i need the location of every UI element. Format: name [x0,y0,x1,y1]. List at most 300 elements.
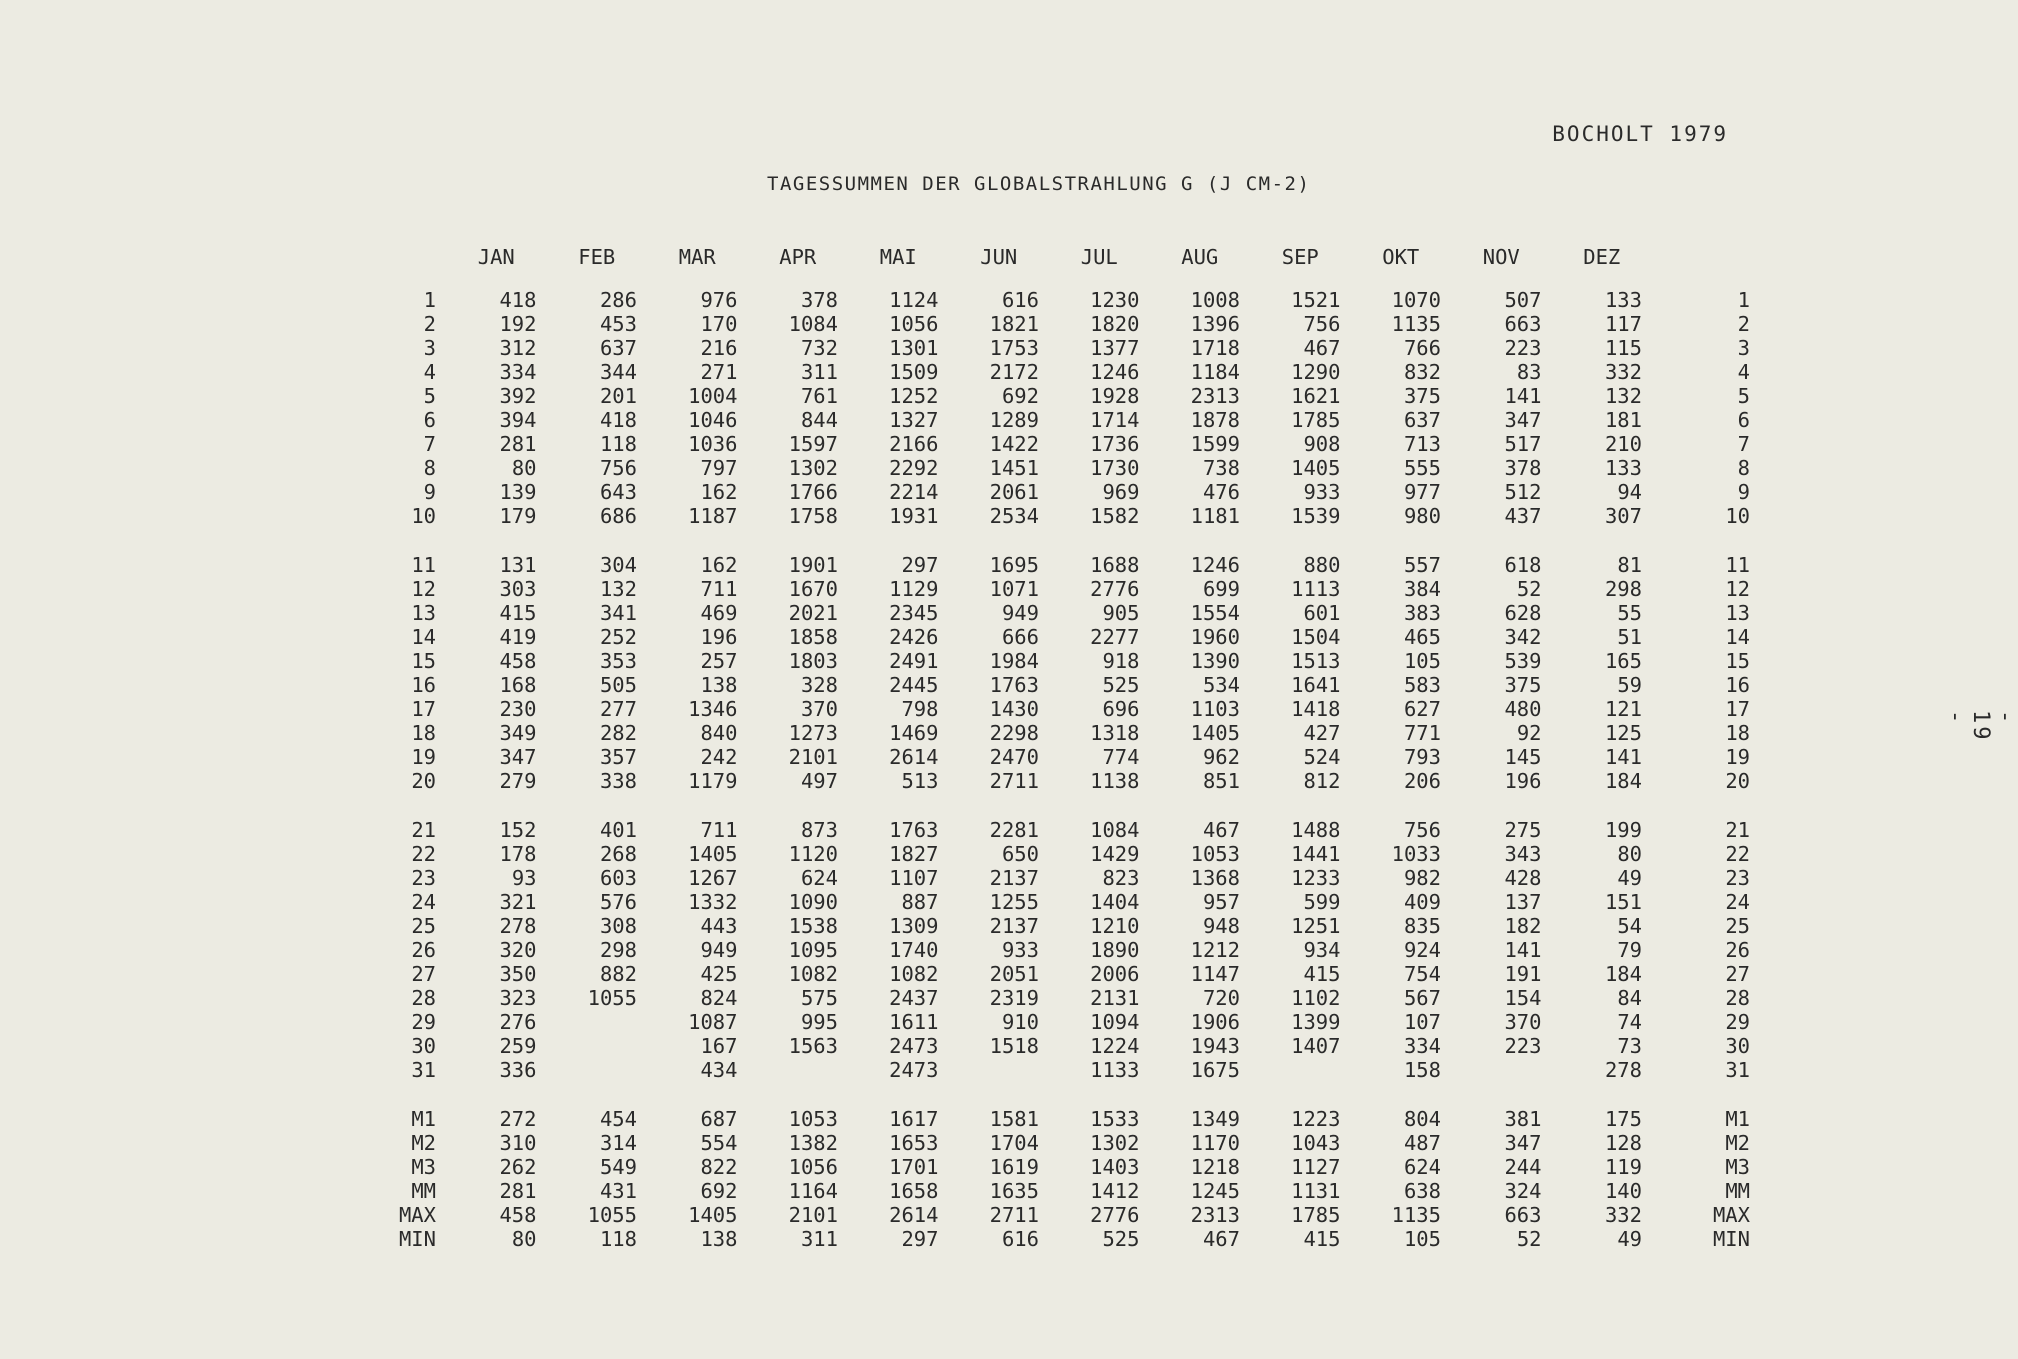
value-cell: 133 [1604,456,1642,480]
month-header-okt: OKT [1382,245,1420,269]
row-label-right: 17 [1725,697,1750,721]
value-cell: 1302 [1090,1131,1140,1155]
value-cell: 1223 [1291,1107,1341,1131]
value-cell: 1405 [1190,721,1240,745]
value-cell: 882 [599,962,637,986]
value-cell: 1635 [989,1179,1039,1203]
value-cell: 83 [1516,360,1542,384]
value-cell: 138 [700,673,738,697]
value-cell: 524 [1303,745,1341,769]
value-cell: 1890 [1090,938,1140,962]
value-cell: 1246 [1190,553,1240,577]
value-cell: 1488 [1291,818,1341,842]
value-cell: 1581 [989,1107,1039,1131]
value-cell: 1246 [1090,360,1140,384]
value-cell: 192 [499,312,537,336]
value-cell: 599 [1303,890,1341,914]
day-row [378,384,1750,408]
value-cell: 2473 [889,1058,939,1082]
value-cell: 1521 [1291,288,1341,312]
row-label-right: 6 [1737,408,1750,432]
month-header-nov: NOV [1482,245,1520,269]
value-cell: 1513 [1291,649,1341,673]
row-label: 10 [411,504,436,528]
value-cell: 158 [1403,1058,1441,1082]
value-cell: 2061 [989,480,1039,504]
value-cell: 1124 [889,288,939,312]
day-row [378,601,1750,625]
value-cell: 418 [499,288,537,312]
value-cell: 949 [1001,601,1039,625]
day-row [378,432,1750,456]
month-header-mai: MAI [879,245,917,269]
row-label: MAX [398,1203,436,1227]
row-label-right: 2 [1737,312,1750,336]
value-cell: 443 [700,914,738,938]
value-cell: 692 [700,1179,738,1203]
row-label-right: 19 [1725,745,1750,769]
day-row [378,336,1750,360]
row-label: 12 [411,577,436,601]
row-label-right: 10 [1725,504,1750,528]
value-cell: 517 [1504,432,1542,456]
day-row [378,673,1750,697]
value-cell: 948 [1202,914,1240,938]
value-cell: 181 [1604,408,1642,432]
value-cell: 132 [1604,384,1642,408]
value-cell: 216 [700,336,738,360]
value-cell: 118 [599,432,637,456]
day-row [378,480,1750,504]
value-cell: 1004 [688,384,738,408]
value-cell: 298 [1604,577,1642,601]
day-row [378,962,1750,986]
value-cell: 887 [901,890,939,914]
month-header-dez: DEZ [1583,245,1621,269]
value-cell: 1184 [1190,360,1240,384]
value-cell: 257 [700,649,738,673]
value-cell: 1179 [688,769,738,793]
day-row [378,866,1750,890]
value-cell: 1164 [788,1179,838,1203]
value-cell: 141 [1604,745,1642,769]
value-cell: 206 [1403,769,1441,793]
summary-row [378,1203,1750,1227]
value-cell: 720 [1202,986,1240,1010]
value-cell: 2776 [1090,1203,1140,1227]
value-cell: 603 [599,866,637,890]
value-cell: 324 [1504,1179,1542,1203]
value-cell: 1084 [788,312,838,336]
summary-row [378,1155,1750,1179]
value-cell: 2292 [889,456,939,480]
day-row [378,456,1750,480]
value-cell: 1763 [889,818,939,842]
value-cell: 312 [499,336,537,360]
value-cell: 1960 [1190,625,1240,649]
value-cell: 1107 [889,866,939,890]
row-label: 3 [423,336,436,360]
value-cell: 80 [511,1227,537,1251]
value-cell: 1785 [1291,408,1341,432]
value-cell: 349 [499,721,537,745]
value-cell: 167 [700,1034,738,1058]
value-cell: 686 [599,504,637,528]
value-cell: 341 [599,601,637,625]
value-cell: 168 [499,673,537,697]
value-cell: 170 [700,312,738,336]
value-cell: 1641 [1291,673,1341,697]
value-cell: 1218 [1190,1155,1240,1179]
corner-cell [378,242,436,272]
value-cell: 624 [1403,1155,1441,1179]
value-cell: 375 [1403,384,1441,408]
value-cell: 1785 [1291,1203,1341,1227]
value-cell: 242 [700,745,738,769]
value-cell: 357 [599,745,637,769]
value-cell: 2281 [989,818,1039,842]
row-label: 16 [411,673,436,697]
value-cell: 154 [1504,986,1542,1010]
value-cell: 918 [1102,649,1140,673]
value-cell: 117 [1604,312,1642,336]
row-label: 23 [411,866,436,890]
value-cell: 375 [1504,673,1542,697]
value-cell: 282 [599,721,637,745]
value-cell: 1753 [989,336,1039,360]
value-cell: 798 [901,697,939,721]
value-cell: 1422 [989,432,1039,456]
value-cell: 1984 [989,649,1039,673]
row-label: 27 [411,962,436,986]
value-cell: 401 [599,818,637,842]
value-cell: 2101 [788,745,838,769]
value-cell: 2534 [989,504,1039,528]
row-label: M2 [411,1131,436,1155]
value-cell: 628 [1504,601,1542,625]
value-cell: 1599 [1190,432,1240,456]
value-cell: 278 [1604,1058,1642,1082]
value-cell: 1318 [1090,721,1140,745]
value-cell: 286 [599,288,637,312]
value-cell: 934 [1303,938,1341,962]
summary-row [378,1227,1750,1251]
summary-row [378,1131,1750,1155]
value-cell: 458 [499,1203,537,1227]
value-cell: 2313 [1190,1203,1240,1227]
value-cell: 467 [1303,336,1341,360]
value-cell: 2426 [889,625,939,649]
value-cell: 1901 [788,553,838,577]
value-cell: 321 [499,890,537,914]
value-cell: 165 [1604,649,1642,673]
value-cell: 797 [700,456,738,480]
value-cell: 1827 [889,842,939,866]
row-label: 1 [423,288,436,312]
value-cell: 1621 [1291,384,1341,408]
value-cell: 1036 [688,432,738,456]
value-cell: 732 [800,336,838,360]
value-cell: 201 [599,384,637,408]
value-cell: 409 [1403,890,1441,914]
value-cell: 54 [1617,914,1642,938]
value-cell: 223 [1504,336,1542,360]
value-cell: 575 [800,986,838,1010]
value-cell: 1349 [1190,1107,1240,1131]
row-label-right: 4 [1737,360,1750,384]
row-label: 19 [411,745,436,769]
value-cell: 334 [499,360,537,384]
day-row [378,553,1750,577]
month-header-apr: APR [779,245,817,269]
value-cell: 115 [1604,336,1642,360]
day-row [378,360,1750,384]
row-label: M3 [411,1155,436,1179]
value-cell: 140 [1604,1179,1642,1203]
value-cell [1441,1058,1542,1082]
value-cell: 137 [1504,890,1542,914]
value-cell: 601 [1303,601,1341,625]
value-cell: 1714 [1090,408,1140,432]
value-cell: 1539 [1291,504,1341,528]
value-cell: 1766 [788,480,838,504]
day-row [378,504,1750,528]
value-cell: 272 [499,1107,537,1131]
value-cell: 1763 [989,673,1039,697]
value-cell: 754 [1403,962,1441,986]
value-cell: 567 [1403,986,1441,1010]
value-cell: 711 [700,818,738,842]
value-cell: 844 [800,408,838,432]
value-cell: 957 [1202,890,1240,914]
value-cell: 699 [1202,577,1240,601]
value-cell: 59 [1617,673,1642,697]
value-cell: 196 [1504,769,1542,793]
value-cell: 184 [1604,962,1642,986]
value-cell: 1233 [1291,866,1341,890]
value-cell: 52 [1516,1227,1542,1251]
value-cell: 303 [499,577,537,601]
value-cell: 1670 [788,577,838,601]
value-cell: 1658 [889,1179,939,1203]
value-cell: 2473 [889,1034,939,1058]
day-row [378,697,1750,721]
value-cell: 793 [1403,745,1441,769]
value-cell: 434 [700,1058,738,1082]
value-cell: 297 [901,1227,939,1251]
value-cell: 663 [1504,312,1542,336]
day-row [378,1058,1750,1082]
row-label: 21 [411,818,436,842]
value-cell: 458 [499,649,537,673]
row-label-right: 27 [1725,962,1750,986]
value-cell: 125 [1604,721,1642,745]
value-cell: 191 [1504,962,1542,986]
day-row [378,890,1750,914]
value-cell: 554 [700,1131,738,1155]
summary-row [378,1107,1750,1131]
value-cell: 1611 [889,1010,939,1034]
value-cell: 627 [1403,697,1441,721]
value-cell: 1212 [1190,938,1240,962]
value-cell: 394 [499,408,537,432]
value-cell: 616 [1001,288,1039,312]
value-cell: 924 [1403,938,1441,962]
value-cell: 314 [599,1131,637,1155]
day-row [378,408,1750,432]
value-cell: 643 [599,480,637,504]
value-cell: 427 [1303,721,1341,745]
row-label-right: 28 [1725,986,1750,1010]
value-cell: 1043 [1291,1131,1341,1155]
value-cell: 969 [1102,480,1140,504]
value-cell: 1290 [1291,360,1341,384]
value-cell: 107 [1403,1010,1441,1034]
row-label: 4 [423,360,436,384]
value-cell: 1906 [1190,1010,1240,1034]
value-cell: 1563 [788,1034,838,1058]
row-label: 25 [411,914,436,938]
row-label-right: 24 [1725,890,1750,914]
value-cell: 1803 [788,649,838,673]
row-label: 17 [411,697,436,721]
value-cell: 933 [1303,480,1341,504]
value-cell: 311 [800,1227,838,1251]
value-cell: 1120 [788,842,838,866]
value-cell: 1252 [889,384,939,408]
row-label-right: MIN [1712,1227,1750,1251]
value-cell: 638 [1403,1179,1441,1203]
value-cell: 637 [599,336,637,360]
value-cell: 2137 [989,866,1039,890]
value-cell: 281 [499,1179,537,1203]
value-cell: 663 [1504,1203,1542,1227]
month-header-sep: SEP [1281,245,1319,269]
value-cell: 2214 [889,480,939,504]
summary-row [378,1179,1750,1203]
value-cell: 2021 [788,601,838,625]
value-cell: 1730 [1090,456,1140,480]
row-label-right: 14 [1725,625,1750,649]
value-cell: 184 [1604,769,1642,793]
row-label-right: 31 [1725,1058,1750,1082]
value-cell: 453 [599,312,637,336]
row-label-right: 8 [1737,456,1750,480]
row-label: 13 [411,601,436,625]
value-cell: 487 [1403,1131,1441,1155]
value-cell: 342 [1504,625,1542,649]
value-cell: 1170 [1190,1131,1240,1155]
value-cell: 338 [599,769,637,793]
value-cell: 637 [1403,408,1441,432]
row-label: MM [411,1179,436,1203]
row-label: 20 [411,769,436,793]
month-header-feb: FEB [578,245,616,269]
value-cell: 840 [700,721,738,745]
value-cell: 766 [1403,336,1441,360]
value-cell: 1368 [1190,866,1240,890]
row-label-right: 16 [1725,673,1750,697]
value-cell: 1327 [889,408,939,432]
value-cell: 1187 [688,504,738,528]
value-cell: 1053 [788,1107,838,1131]
value-cell: 2491 [889,649,939,673]
value-cell: 139 [499,480,537,504]
value-cell: 310 [499,1131,537,1155]
value-cell: 1504 [1291,625,1341,649]
spacer-row [378,272,1750,288]
value-cell: 244 [1504,1155,1542,1179]
value-cell: 49 [1617,1227,1642,1251]
value-cell: 1597 [788,432,838,456]
value-cell: 1382 [788,1131,838,1155]
value-cell: 1538 [788,914,838,938]
value-cell: 1404 [1090,890,1140,914]
value-cell: 332 [1604,360,1642,384]
value-cell: 1129 [889,577,939,601]
value-cell: 774 [1102,745,1140,769]
value-cell: 425 [700,962,738,986]
value-cell: 162 [700,480,738,504]
value-cell: 308 [599,914,637,938]
value-cell: 976 [700,288,738,312]
value-cell: 178 [499,842,537,866]
value-cell: 179 [499,504,537,528]
value-cell: 982 [1403,866,1441,890]
day-row [378,769,1750,793]
value-cell: 350 [499,962,537,986]
row-label: 18 [411,721,436,745]
day-row [378,649,1750,673]
value-cell: 1094 [1090,1010,1140,1034]
value-cell: 804 [1403,1107,1441,1131]
value-cell [537,1010,638,1034]
value-cell: 74 [1617,1010,1642,1034]
value-cell: 1103 [1190,697,1240,721]
value-cell: 1090 [788,890,838,914]
value-cell: 1740 [889,938,939,962]
value-cell: 118 [599,1227,637,1251]
value-cell: 381 [1504,1107,1542,1131]
row-label: 2 [423,312,436,336]
value-cell: 1675 [1190,1058,1240,1082]
day-row [378,842,1750,866]
value-cell: 259 [499,1034,537,1058]
table-body [378,272,1750,1251]
row-label: 14 [411,625,436,649]
value-cell: 1653 [889,1131,939,1155]
value-cell: 297 [901,553,939,577]
value-cell: 133 [1604,288,1642,312]
value-cell: 1509 [889,360,939,384]
value-cell: 347 [1504,1131,1542,1155]
value-cell: 199 [1604,818,1642,842]
value-cell: 497 [800,769,838,793]
spacer-row [378,793,1750,818]
value-cell: 1056 [788,1155,838,1179]
value-cell: 1429 [1090,842,1140,866]
value-cell: 2166 [889,432,939,456]
month-header-aug: AUG [1181,245,1219,269]
value-cell: 1138 [1090,769,1140,793]
value-cell: 534 [1202,673,1240,697]
value-cell: 771 [1403,721,1441,745]
value-cell: 1255 [989,890,1039,914]
value-cell: 1113 [1291,577,1341,601]
value-cell: 1403 [1090,1155,1140,1179]
value-cell: 81 [1617,553,1642,577]
value-cell: 230 [499,697,537,721]
